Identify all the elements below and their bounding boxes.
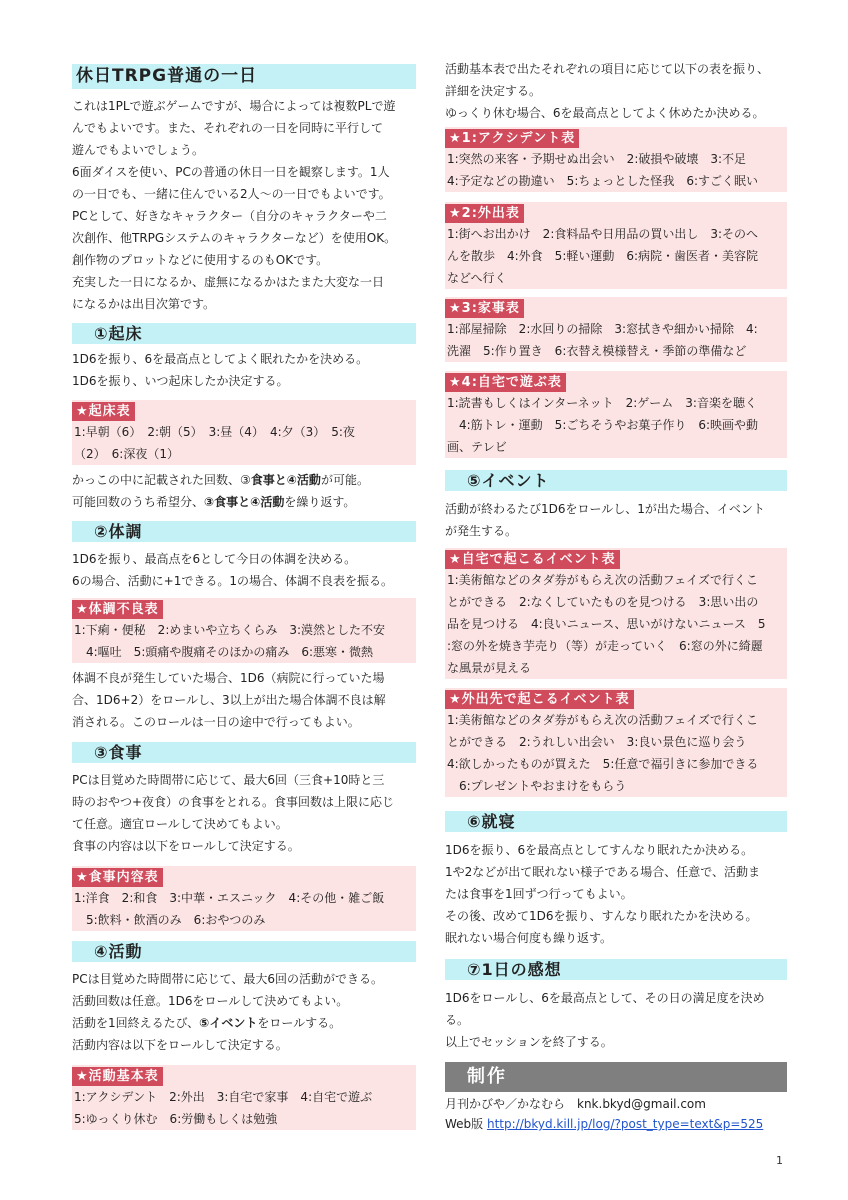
- table-meal: [72, 866, 416, 931]
- section-heading-wake: ①起床: [72, 323, 416, 344]
- table-outing-event: [445, 688, 787, 797]
- table-row: 1:部屋掃除 2:水回りの掃除 3:窓拭きや細かい掃除 4:: [445, 318, 787, 340]
- table-row: 6:プレゼントやおまけをもらう: [445, 775, 787, 797]
- table-heading: ★食事内容表: [72, 868, 163, 887]
- text-line: 合、1D6+2）をロールし、3以上が出た場合体調不良は解: [72, 693, 386, 707]
- activity-detail-intro: [445, 58, 787, 124]
- table-activity: [72, 1065, 416, 1130]
- table-heading: ★自宅で起こるイベント表: [445, 550, 620, 569]
- text-line: PCは目覚めた時間帯に応じて、最大6回（三食+10時と三: [72, 773, 385, 787]
- table-housework: [445, 297, 787, 362]
- section-heading-meal: ③食事: [72, 742, 416, 763]
- table-row: 4:欲しかったものが買えた 5:任意で福引きに参加できる: [445, 753, 787, 775]
- text-line: 可能回数のうち希望分、③食事と④活動を繰り返す。: [72, 495, 356, 509]
- table-row: 1:美術館などのタダ券がもらえ次の活動フェイズで行くこ: [445, 569, 787, 591]
- table-row: とができる 2:なくしていたものを見つける 3:思い出の: [445, 591, 787, 613]
- table-row: 4:嘔吐 5:頭痛や腹痛そのほかの痛み 6:悪寒・微熱: [72, 641, 416, 663]
- section-heading-activity: ④活動: [72, 941, 416, 962]
- table-row: 1:下痢・便秘 2:めまいや立ちくらみ 3:漠然とした不安: [72, 619, 416, 641]
- text-line: 活動内容は以下をロールして決定する。: [72, 1038, 288, 1052]
- table-row: 5:ゆっくり休む 6:労働もしくは勉強: [72, 1108, 416, 1130]
- page-number: 1: [776, 1154, 783, 1167]
- credit-web: [445, 1114, 787, 1134]
- table-heading: ★2:外出表: [445, 204, 524, 223]
- table-row: :窓の外を焼き芋売り（等）が走っていく 6:窓の外に綺麗: [445, 635, 787, 657]
- table-row: 画、テレビ: [445, 436, 787, 458]
- table-home-play: [445, 371, 787, 458]
- table-row: 品を見つける 4:良いニュース、思いがけないニュース 5: [445, 613, 787, 635]
- table-row: （2） 6:深夜（1）: [72, 443, 416, 465]
- section-note-condition: [72, 667, 416, 733]
- table-row: とができる 2:うれしい出会い 3:良い景色に巡り会う: [445, 731, 787, 753]
- table-row: 1:街へお出かけ 2:食料品や日用品の買い出し 3:そのへ: [445, 223, 787, 245]
- table-heading: ★3:家事表: [445, 299, 524, 318]
- table-row: 4:筋トレ・運動 5:ごちそうやお菓子作り 6:映画や動: [445, 414, 787, 436]
- text-line: 1D6を振り、6を最高点としてすんなり眠れたか決める。: [445, 843, 754, 857]
- intro-line: 6面ダイスを使い、PCの普通の休日一日を観察します。1人: [72, 165, 390, 179]
- text-line: 活動基本表で出たそれぞれの項目に応じて以下の表を振り、: [445, 62, 770, 76]
- text-line: ゆっくり休む場合、6を最高点としてよく休めたか決める。: [445, 106, 765, 120]
- text-line: 以上でセッションを終了する。: [445, 1035, 613, 1049]
- text-line: 詳細を決定する。: [445, 84, 542, 98]
- table-heading: ★4:自宅で遊ぶ表: [445, 373, 566, 392]
- intro-line: 創作物のプロットなどに使用するのもOKです。: [72, 253, 329, 267]
- text-line: 活動が終わるたび1D6をロールし、1が出た場合、イベント: [445, 502, 765, 516]
- table-row: 1:美術館などのタダ券がもらえ次の活動フェイズで行くこ: [445, 709, 787, 731]
- section-text-wake: [72, 348, 416, 392]
- intro-line: んでもよいです。また、それぞれの一日を同時に平行して: [72, 121, 384, 135]
- section-text-activity: [72, 968, 416, 1056]
- text-line: 6の場合、活動に+1できる。1の場合、体調不良表を振る。: [72, 574, 393, 588]
- table-outing: [445, 202, 787, 289]
- text-line: 1D6を振り、いつ起床したか決定する。: [72, 374, 289, 388]
- table-heading: ★体調不良表: [72, 600, 163, 619]
- section-heading-condition: ②体調: [72, 521, 416, 542]
- table-heading: ★活動基本表: [72, 1067, 163, 1086]
- section-text-sleep: [445, 839, 787, 949]
- text-line: 1D6を振り、6を最高点としてよく眠れたかを決める。: [72, 352, 369, 366]
- credit-heading: 制作: [445, 1062, 787, 1092]
- table-row: 5:飲料・飲酒のみ 6:おやつのみ: [72, 909, 416, 931]
- text-line: 1や2などが出て眠れない様子である場合、任意で、活動ま: [445, 865, 761, 879]
- table-home-event: [445, 548, 787, 679]
- table-row: な風景が見える: [445, 657, 787, 679]
- table-accident: [445, 127, 787, 192]
- table-row: などへ行く: [445, 267, 787, 289]
- section-heading-event: ⑤イベント: [445, 470, 787, 491]
- table-heading: ★1:アクシデント表: [445, 129, 579, 148]
- page-title: 休日TRPG普通の一日: [72, 64, 416, 89]
- intro-line: 次創作、他TRPGシステムのキャラクターなど）を使用OK。: [72, 231, 397, 245]
- table-condition: [72, 598, 416, 663]
- web-label: Web版: [445, 1117, 487, 1131]
- table-row: 洗濯 5:作り置き 6:衣替え模様替え・季節の準備など: [445, 340, 787, 362]
- text-line: 食事の内容は以下をロールして決定する。: [72, 839, 300, 853]
- table-heading: ★外出先で起こるイベント表: [445, 690, 634, 709]
- text-line: 1D6を振り、最高点を6として今日の体調を決める。: [72, 552, 357, 566]
- table-wake: [72, 400, 416, 465]
- section-note-wake: [72, 469, 416, 513]
- text-line: かっこの中に記載された回数、③食事と④活動が可能。: [72, 473, 369, 487]
- text-line: 体調不良が発生していた場合、1D6（病院に行っていた場: [72, 671, 385, 685]
- table-row: 1:突然の来客・予期せぬ出会い 2:破損や破壊 3:不足: [445, 148, 787, 170]
- intro-line: これは1PLで遊ぶゲームですが、場合によっては複数PLで遊: [72, 99, 396, 113]
- text-line: 消される。このロールは一日の途中で行ってもよい。: [72, 715, 360, 729]
- section-text-impression: [445, 987, 787, 1053]
- section-heading-sleep: ⑥就寝: [445, 811, 787, 832]
- text-line: が発生する。: [445, 524, 518, 538]
- table-row: 1:アクシデント 2:外出 3:自宅で家事 4:自宅で遊ぶ: [72, 1086, 416, 1108]
- text-line: 眠れない場合何度も繰り返す。: [445, 931, 613, 945]
- intro-line: になるかは出目次第です。: [72, 297, 216, 311]
- intro-line: 充実した一日になるか、虚無になるかはたまた大変な一日: [72, 275, 385, 289]
- table-row: んを散歩 4:外食 5:軽い運動 6:病院・歯医者・美容院: [445, 245, 787, 267]
- table-heading: ★起床表: [72, 402, 135, 421]
- section-heading-impression: ⑦1日の感想: [445, 959, 787, 980]
- intro-text: [72, 95, 416, 315]
- web-link[interactable]: http://bkyd.kill.jp/log/?post_type=text&p=525: [486, 1117, 764, 1131]
- text-line: る。: [445, 1013, 470, 1027]
- section-text-condition: [72, 548, 416, 592]
- text-line: PCは目覚めた時間帯に応じて、最大6回の活動ができる。: [72, 972, 384, 986]
- table-row: 1:読書もしくはインターネット 2:ゲーム 3:音楽を聴く: [445, 392, 787, 414]
- credit-author: 月刊かびや／かなむら knk.bkyd@gmail.com: [445, 1097, 706, 1111]
- text-line: たは食事を1回ずつ行ってもよい。: [445, 887, 633, 901]
- table-row: 1:早朝（6） 2:朝（5） 3:昼（4） 4:夕（3） 5:夜: [72, 421, 416, 443]
- text-line: て任意。適宜ロールして決めてもよい。: [72, 817, 288, 831]
- text-line: その後、改めて1D6を振り、すんなり眠れたかを決める。: [445, 909, 758, 923]
- text-line: 活動回数は任意。1D6をロールして決めてもよい。: [72, 994, 349, 1008]
- table-row: 4:予定などの勘違い 5:ちょっとした怪我 6:すごく眠い: [445, 170, 787, 192]
- text-line: 時のおやつ+夜食）の食事をとれる。食事回数は上限に応じ: [72, 795, 395, 809]
- section-text-event: [445, 498, 787, 542]
- credit-info: [445, 1094, 787, 1134]
- text-line: 活動を1回終えるたび、⑤イベントをロールする。: [72, 1016, 342, 1030]
- intro-line: PCとして、好きなキャラクター（自分のキャラクターや二: [72, 209, 387, 223]
- section-text-meal: [72, 769, 416, 857]
- text-line: 1D6をロールし、6を最高点として、その日の満足度を決め: [445, 991, 765, 1005]
- intro-line: 遊んでもよいでしょう。: [72, 143, 205, 157]
- intro-line: の一日でも、一緒に住んでいる2人〜の一日でもよいです。: [72, 187, 391, 201]
- table-row: 1:洋食 2:和食 3:中華・エスニック 4:その他・雑ご飯: [72, 887, 416, 909]
